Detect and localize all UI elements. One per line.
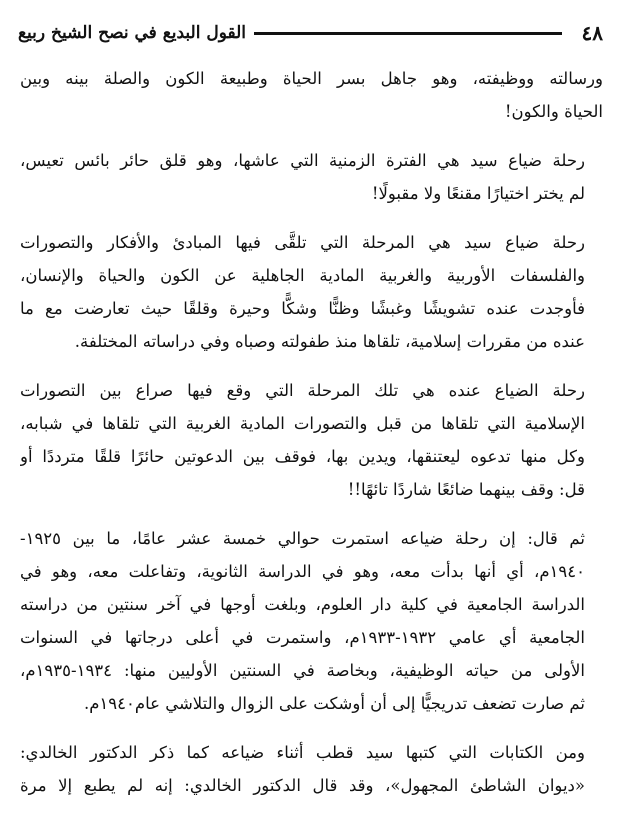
paragraph: [20, 226, 603, 358]
paragraph: [20, 736, 603, 802]
text-line: ورسالته ووظيفته، وهو جاهل بسر الحياة وطبيعة الكون والصلة بينه وبين: [20, 69, 603, 88]
page-header: [18, 16, 603, 50]
text-line: قل: وقف بينهما ضائعًا شاردًا تائهًا!!: [347, 480, 585, 499]
text-line: فأوجدت عنده تشويشًا وغبشًا وظنًّا وشكًّا وحيرة وقلقًا حيث تعارضت مع ما: [20, 299, 585, 318]
page-body: [20, 62, 603, 832]
text-line: والفلسفات الأوربية والغربية المادية الجاهلية عن الكون والحياة والإنسان،: [20, 266, 585, 285]
text-line: الجامعية أي عامي ١٩٣٢-١٩٣٣م، واستمرت في أعلى درجاتها في السنوات: [20, 628, 585, 647]
text-line: عنده من مقررات إسلامية، تلقاها منذ طفولته وصباه وفي دراساته المختلفة.: [74, 332, 585, 351]
text-line: رحلة الضياع عنده هي تلك المرحلة التي وقع فيها صراع بين التصورات: [20, 381, 585, 400]
text-line: رحلة ضياع سيد هي المرحلة التي تلقَّى فيها المبادئ والأفكار والتصورات: [20, 233, 585, 252]
paragraph: [20, 522, 603, 720]
text-line: «ديوان الشاطئ المجهول»، وقد قال الدكتور الخالدي: إنه لم يطبع إلا مرة: [20, 776, 585, 795]
header-rule: [254, 32, 562, 35]
paragraph: [20, 62, 603, 128]
text-line: رحلة ضياع سيد هي الفترة الزمنية التي عاشها، وهو قلق حائر بائس تعيس،: [20, 151, 585, 170]
text-line: ثم قال: إن رحلة ضياعه استمرت حوالي خمسة عشر عامًا، ما بين ١٩٢٥-: [20, 529, 585, 548]
paragraph: [20, 374, 603, 506]
text-line: الأولى من حياته الوظيفية، وبخاصة في السنتين الأوليين منها: ١٩٣٤-١٩٣٥م،: [20, 661, 585, 680]
text-line: الحياة والكون!: [504, 102, 603, 121]
paragraph: [20, 144, 603, 210]
page-number: ٤٨: [581, 21, 603, 45]
text-line: لم يختر اختيارًا مقنعًا ولا مقبولًا!: [371, 184, 585, 203]
text-line: ثم صارت تضعف تدريجيًّا إلى أن أوشكت على الزوال والتلاشي عام١٩٤٠م.: [83, 694, 585, 713]
running-title: القول البديع في نصح الشيخ ربيع: [18, 23, 246, 43]
text-line: وكل منها تدعوه ليعتنقها، ويدين بها، فوقف بين الدعوتين حائرًا قلقًا مترددًا أو: [20, 447, 585, 466]
text-line: ١٩٤٠م، أي أنها بدأت معه، وهو في الدراسة الثانوية، وتفاعلت معه، وهو في: [20, 562, 585, 581]
text-line: الدراسة الجامعية في كلية دار العلوم، وبلغت أوجها في آخر سنتين من دراسته: [20, 595, 585, 614]
text-line: ومن الكتابات التي كتبها سيد قطب أثناء ضياعه كما ذكر الدكتور الخالدي:: [20, 743, 585, 762]
text-line: الإسلامية التي تلقاها من قبل والتصورات المادية الغربية التي تلقاها في شبابه،: [20, 414, 585, 433]
